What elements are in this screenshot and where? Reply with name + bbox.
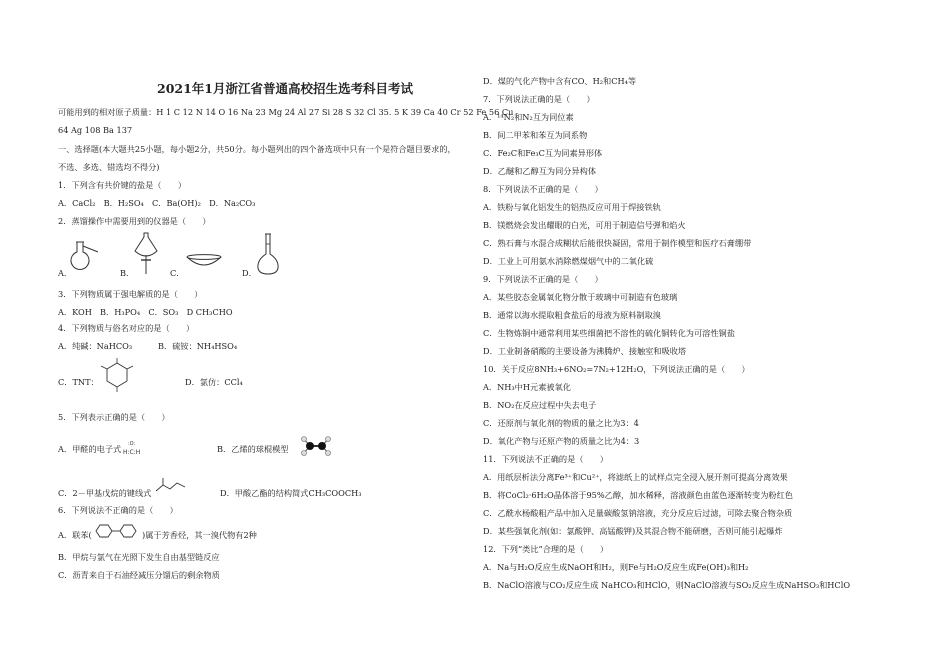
q8-stem: 8．下列说法不正确的是（ ） [483, 184, 603, 194]
q9-option-d: D．工业制备硝酸的主要设备为沸腾炉、接触室和吸收塔 [483, 346, 687, 356]
atomic-masses-line-2: 64 Ag 108 Ba 137 [58, 125, 133, 135]
q6-stem: 6．下列说法不正确的是（ ） [58, 505, 178, 515]
tnt-structure-icon [95, 355, 139, 395]
q7-stem: 7．下列说法正确的是（ ） [483, 94, 595, 104]
volumetric-flask-icon [256, 232, 280, 276]
section-instructions-2: 不选、多选、错选均不得分) [58, 162, 160, 172]
methylpentane-skeletal-formula-icon [154, 475, 188, 495]
section-instructions-1: 一、选择题(本大题共25小题，每小题2分，共50分。每小题列出的四个备选项中只有一个是符合题目要求的， [58, 144, 456, 154]
q4-option-d: D．氯仿：CCl₄ [185, 377, 243, 387]
q3-options: A．KOH B．H₃PO₄ C．SO₃ D CH₃CHO [58, 307, 233, 317]
q2-option-a: A． [58, 268, 73, 278]
q10-stem: 10．关于反应8NH₃+6NO₂=7N₂+12H₂O，下列说法正确的是（ ） [483, 364, 750, 374]
q5-option-d: D．甲酸乙酯的结构简式CH₃COOCH₃ [220, 488, 362, 498]
q5-option-c: C．2－甲基戊烷的键线式 [58, 488, 152, 498]
q5-option-b: B．乙烯的球棍模型 [217, 444, 289, 454]
q11-stem: 11．下列说法不正确的是（ ） [483, 454, 609, 464]
q11-option-c: C．乙酰水杨酸粗产品中加入足量碳酸氢钠溶液，充分反应后过滤，可除去聚合物杂质 [483, 508, 793, 518]
exam-title: 2021年1月浙江省普通高校招生选考科目考试 [157, 81, 413, 96]
q6-option-d: D．煤的气化产物中含有CO、H₂和CH₄等 [483, 76, 637, 86]
svg-text:H:C:H: H:C:H [123, 449, 141, 456]
q4-stem: 4．下列物质与俗名对应的是（ ） [58, 323, 195, 333]
q6-option-b: B．甲烷与氯气在光照下发生自由基型链反应 [58, 552, 220, 562]
q9-option-b: B．通常以海水提取粗食盐后的母液为原料制取溴 [483, 310, 661, 320]
q2-option-b: B． [120, 268, 135, 278]
q3-stem: 3．下列物质属于强电解质的是（ ） [58, 289, 203, 299]
q8-option-c: C．熟石膏与水混合成糊状后能很快凝固，常用于制作模型和医疗石膏绷带 [483, 238, 752, 248]
q10-option-b: B．NO₂在反应过程中失去电子 [483, 400, 597, 410]
q7-option-b: B．间二甲苯和苯互为同系物 [483, 130, 588, 140]
q11-option-a: A．用纸层析法分离Fe³⁺和Cu²⁺，将滤纸上的试样点完全浸入展开剂可提高分离效果 [483, 472, 788, 482]
q10-option-d: D．氧化产物与还原产物的质量之比为4：3 [483, 436, 640, 446]
round-bottom-flask-icon [68, 236, 102, 276]
q4-option-c: C．TNT： [58, 377, 99, 387]
q5-option-a: A．甲醛的电子式 [58, 444, 122, 454]
evaporating-dish-icon [185, 252, 223, 270]
q2-stem: 2．蒸馏操作中需要用到的仪器是（ ） [58, 216, 211, 226]
ethylene-ball-stick-model-icon [301, 434, 331, 458]
q7-option-c: C．Fe₂C和Fe₃C互为同素异形体 [483, 148, 603, 158]
q12-option-a: A．Na与H₂O反应生成NaOH和H₂，则Fe与H₂O反应生成Fe(OH)₃和H₂ [483, 562, 749, 572]
q6-option-a-part-1: A．联苯( [58, 530, 92, 540]
svg-text::O:: :O: [128, 441, 136, 447]
q6-option-a-part-2: )属于芳香烃，其一溴代物有2种 [142, 530, 257, 540]
q11-option-d: D．某些强氧化剂(如：氯酸钾、高锰酸钾)及其混合物不能研磨，否则可能引起爆炸 [483, 526, 783, 536]
q9-option-c: C．生物炼铜中通常利用某些细菌把不溶性的硫化铜转化为可溶性铜盐 [483, 328, 735, 338]
q2-option-c: C． [170, 268, 185, 278]
q9-stem: 9．下列说法不正确的是（ ） [483, 274, 603, 284]
q5-stem: 5．下列表示正确的是（ ） [58, 412, 170, 422]
biphenyl-structure-icon [92, 522, 140, 540]
q8-option-b: B．镁燃烧会发出耀眼的白光，可用于制造信号弹和焰火 [483, 220, 686, 230]
q10-option-a: A．NH₃中H元素被氧化 [483, 382, 571, 392]
q1-options: A．CaCl₂ B．H₂SO₄ C．Ba(OH)₂ D．Na₂CO₃ [58, 198, 256, 208]
formaldehyde-electron-formula-icon [122, 438, 148, 458]
q10-option-c: C．还原剂与氧化剂的物质的量之比为3：4 [483, 418, 639, 428]
q9-option-a: A．某些胶态金属氧化物分散于玻璃中可制造有色玻璃 [483, 292, 678, 302]
q11-option-b: B．将CoCl₂·6H₂O晶体溶于95%乙醇，加水稀释，溶液颜色由蓝色逐渐转变为粉红色 [483, 490, 793, 500]
q4-option-a: A．纯碱：NaHCO₃ [58, 341, 133, 351]
q2-option-d: D． [242, 268, 257, 278]
q12-stem: 12．下列“类比”合理的是（ ） [483, 544, 609, 554]
q7-option-a: A．¹⁴N₂和N₂互为同位素 [483, 112, 574, 122]
separatory-funnel-icon [132, 230, 160, 276]
atomic-masses-line-1: 可能用到的相对原子质量：H 1 C 12 N 14 O 16 Na 23 Mg 24 Al 27 Si 28 S 32 Cl 35. 5 K 39 Ca 40 Cr 52 Fe 56 Cu [58, 107, 514, 117]
q12-option-b: B．NaClO溶液与CO₂反应生成 NaHCO₃和HClO，则NaClO溶液与SO₂反应生成NaHSO₃和HClO [483, 580, 851, 590]
q7-option-d: D．乙醚和乙醇互为同分异构体 [483, 166, 597, 176]
q6-option-c: C．沥青来自于石油经减压分馏后的剩余物质 [58, 570, 220, 580]
q4-option-b: B．硫铵：NH₄HSO₄ [158, 341, 238, 351]
q1-stem: 1．下列含有共价键的盐是（ ） [58, 180, 187, 190]
q8-option-d: D．工业上可用氨水消除燃煤烟气中的二氧化硫 [483, 256, 654, 266]
q8-option-a: A．铁粉与氧化铝发生的铝热反应可用于焊接铁轨 [483, 202, 661, 212]
